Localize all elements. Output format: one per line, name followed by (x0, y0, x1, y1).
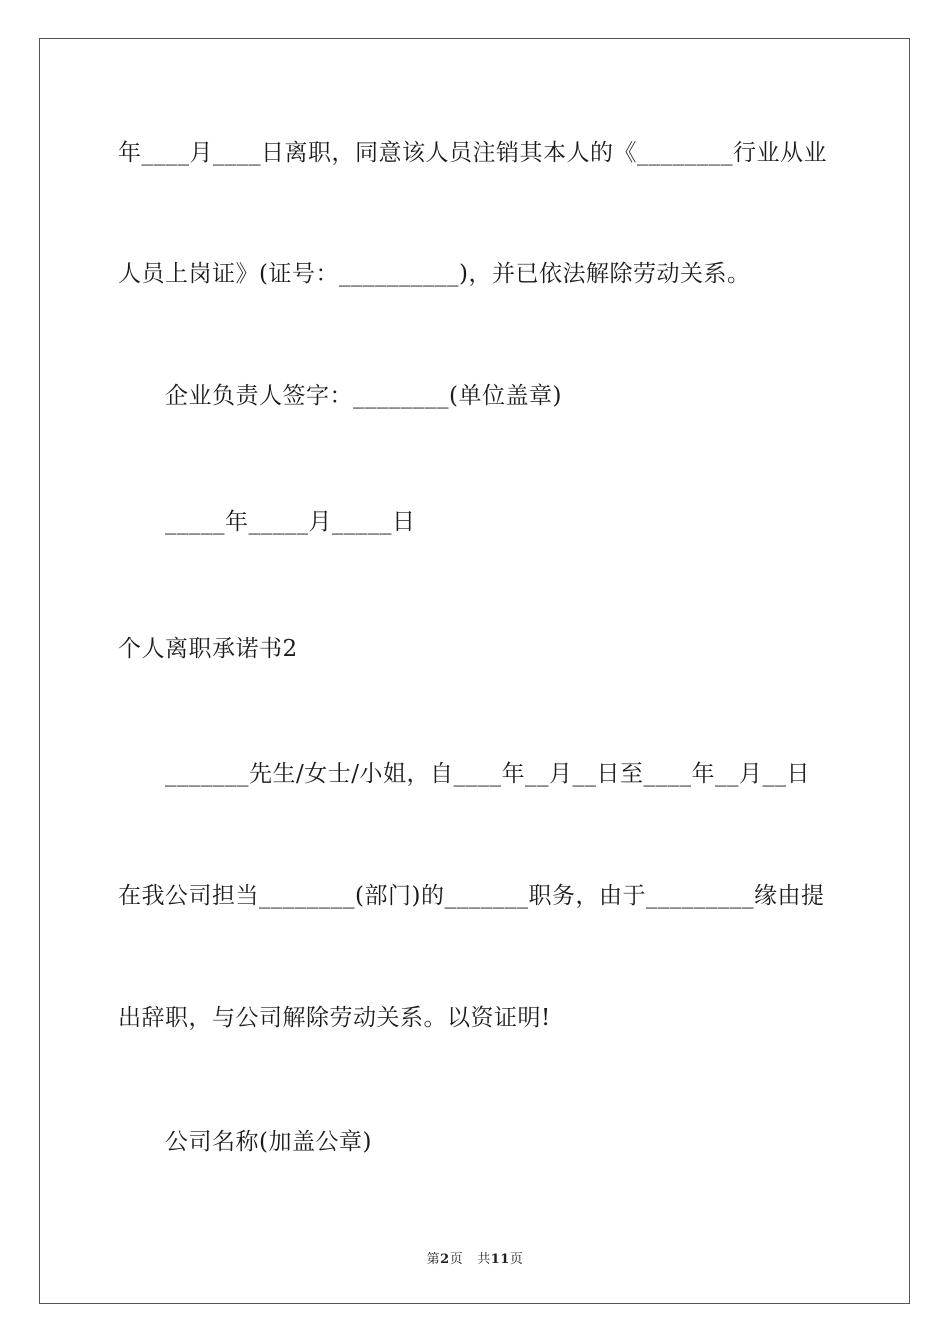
page-number: 2 (440, 1252, 450, 1267)
total-pages: 11 (490, 1252, 510, 1267)
page-border (39, 38, 910, 1304)
page-prefix: 第 (426, 1252, 441, 1267)
body-line-8: 出辞职，与公司解除劳动关系。以资证明! (118, 1005, 551, 1031)
total-prefix: 共 (477, 1252, 491, 1267)
company-name-line: 公司名称(加盖公章) (165, 1129, 372, 1155)
section-heading: 个人离职承诺书2 (118, 636, 298, 662)
page-footer (0, 1248, 950, 1267)
body-line-2: 人员上岗证》(证号：__________)，并已依法解除劳动关系。 (118, 261, 751, 287)
body-line-7: 在我公司担当________(部门)的_______职务，由于_________缘由提 (118, 883, 825, 909)
body-line-6: _______先生/女士/小姐，自____年__月__日至____年__月__日 (165, 761, 810, 787)
date-line: _____年_____月_____日 (165, 509, 416, 535)
total-suffix: 页 (509, 1252, 524, 1267)
body-line-1: 年____月____日离职，同意该人员注销其本人的《________行业从业 (118, 140, 827, 166)
signature-line: 企业负责人签字：________(单位盖章) (165, 383, 562, 409)
page-suffix: 页 (449, 1252, 464, 1267)
